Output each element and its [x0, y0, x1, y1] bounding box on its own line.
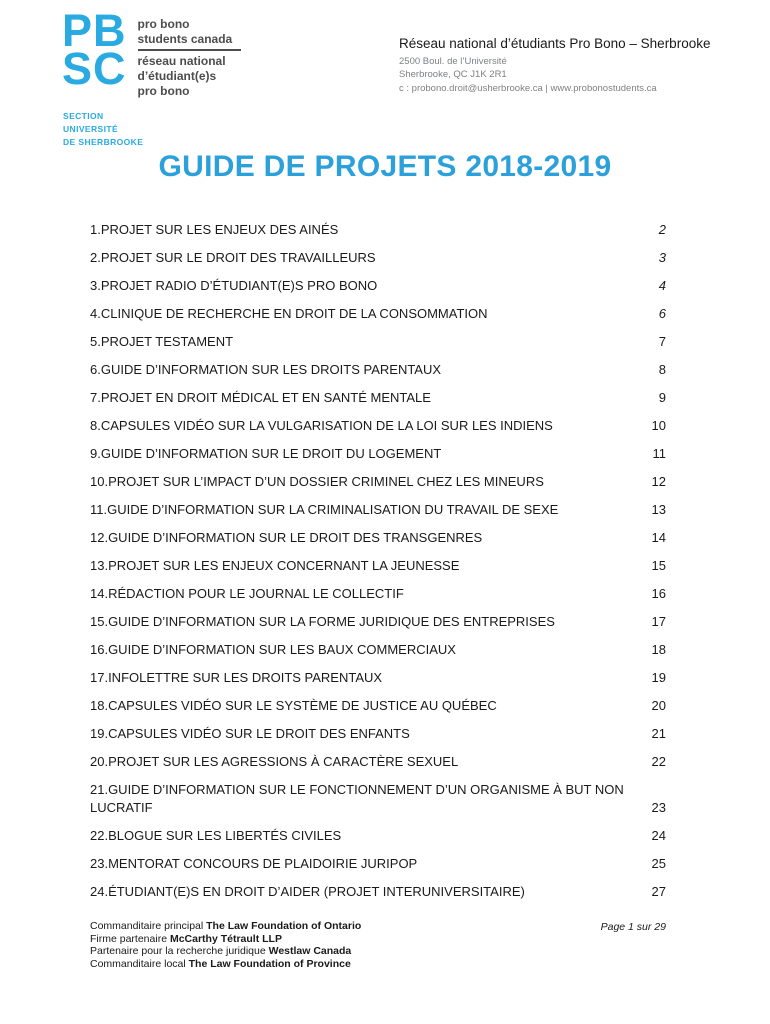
page-number: Page 1 sur 29	[600, 921, 666, 933]
footer-sponsor-role: Commanditaire principal	[90, 920, 207, 932]
toc-entry	[90, 781, 666, 817]
page-footer	[90, 920, 682, 970]
toc-entry	[90, 883, 666, 901]
toc-entry-page: 8	[658, 362, 666, 377]
toc-entry	[90, 333, 666, 351]
toc-entry-label: 14.RÉDACTION POUR LE JOURNAL LE COLLECTIF	[90, 586, 404, 601]
toc-entry	[90, 501, 666, 519]
footer-sponsor-line	[90, 933, 682, 946]
toc-entry-page: 18	[651, 642, 666, 657]
logo-line-fr-1: réseau national	[137, 54, 226, 69]
toc-entry	[90, 585, 666, 603]
toc-entry	[90, 669, 666, 687]
toc-entry	[90, 445, 666, 463]
section-line-2: UNIVERSITÉ	[63, 123, 119, 134]
toc-entry	[90, 557, 666, 575]
toc-entry-page: 7	[658, 334, 666, 349]
address-line-1: 2500 Boul. de l’Université	[399, 56, 507, 67]
toc-entry	[90, 417, 666, 435]
toc-entry-label: 7.PROJET EN DROIT MÉDICAL ET EN SANTÉ MENTALE	[90, 390, 431, 405]
footer-sponsor-name: Westlaw Canada	[268, 945, 352, 957]
page-title: GUIDE DE PROJETS 2018-2019	[158, 150, 612, 183]
footer-sponsor-name: The Law Foundation of Province	[188, 957, 351, 970]
toc-entry-page: 4	[658, 278, 666, 293]
pbsc-logo	[62, 5, 241, 98]
toc-entry-label: 6.GUIDE D’INFORMATION SUR LES DROITS PARENTAUX	[90, 362, 442, 377]
contact-line: c : probono.droit@usherbrooke.ca | www.probonostudents.ca	[399, 82, 657, 94]
toc-entry-label: 9.GUIDE D’INFORMATION SUR LE DROIT DU LOGEMENT	[90, 446, 442, 461]
toc-entry-page: 13	[651, 502, 666, 517]
toc-entry-label: 4.CLINIQUE DE RECHERCHE EN DROIT DE LA CONSOMMATION	[90, 306, 488, 321]
toc-entry-label: 11.GUIDE D’INFORMATION SUR LA CRIMINALISATION DU TRAVAIL DE SEXE	[90, 502, 559, 517]
toc-entry	[90, 855, 666, 873]
footer-sponsor-line	[90, 958, 682, 971]
toc-entry	[90, 725, 666, 743]
toc-entry	[90, 697, 666, 715]
toc-entry	[90, 529, 666, 547]
address-line-2: Sherbrooke, QC J1K 2R1	[399, 69, 507, 81]
toc-entry-page: 11	[652, 446, 666, 461]
logo-letters-bottom: SC	[62, 43, 127, 95]
section-label	[63, 110, 143, 148]
logo-line-fr-2: d’étudiant(e)s	[137, 68, 217, 83]
logo-line-en-1: pro bono	[137, 17, 190, 31]
toc-entry-page: 22	[651, 754, 666, 769]
toc-entry-page: 14	[651, 530, 666, 545]
toc-entry-page: 15	[651, 558, 666, 573]
footer-sponsor-name: The Law Foundation of Ontario	[206, 920, 362, 932]
toc-entry-page: 16	[651, 586, 666, 601]
toc-entry-label: 12.GUIDE D’INFORMATION SUR LE DROIT DES TRANSGENRES	[90, 530, 483, 545]
toc-entry-label: 24.ÉTUDIANT(E)S EN DROIT D’AIDER (PROJET INTERUNIVERSITAIRE)	[90, 884, 525, 899]
toc-entry-label: 19.CAPSULES VIDÉO SUR LE DROIT DES ENFANTS	[90, 726, 410, 741]
toc-entry-page: 10	[651, 418, 666, 433]
toc-entry-page: 20	[651, 698, 666, 713]
toc-entry-page: 12	[651, 474, 666, 489]
toc-entry-page: 9	[658, 390, 666, 405]
toc-entry-label: 15.GUIDE D’INFORMATION SUR LA FORME JURIDIQUE DES ENTREPRISES	[90, 614, 555, 629]
toc-entry-page: 23	[651, 800, 666, 815]
toc-entry-page: 19	[651, 670, 666, 685]
toc-entry-label: 8.CAPSULES VIDÉO SUR LA VULGARISATION DE LA LOI SUR LES INDIENS	[90, 418, 553, 433]
toc-entry-label: 2.PROJET SUR LE DROIT DES TRAVAILLEURS	[90, 250, 376, 265]
toc-entry-label: 22.BLOGUE SUR LES LIBERTÉS CIVILES	[90, 828, 342, 843]
toc-entry-label: 3.PROJET RADIO D’ÉTUDIANT(E)S PRO BONO	[90, 278, 378, 293]
toc-entry-page: 24	[651, 828, 666, 843]
toc-entry	[90, 277, 666, 295]
toc-entry	[90, 753, 666, 771]
toc-entry	[90, 249, 666, 267]
logo-divider	[138, 49, 241, 51]
footer-sponsor-role: Commanditaire local	[90, 957, 189, 970]
letterhead	[399, 36, 754, 95]
footer-sponsors	[90, 920, 682, 970]
logo-line-fr-3: pro bono	[137, 83, 190, 98]
toc-entry	[90, 305, 666, 323]
toc-entry	[90, 473, 666, 491]
toc-entry	[90, 613, 666, 631]
toc-entry-page: 6	[658, 306, 666, 321]
footer-sponsor-line	[90, 945, 682, 958]
org-name: Réseau national d’étudiants Pro Bono – Sherbrooke	[399, 36, 711, 51]
footer-sponsor-line	[90, 920, 682, 933]
footer-sponsor-role: Firme partenaire	[90, 932, 170, 945]
toc-entry-label: 16.GUIDE D’INFORMATION SUR LES BAUX COMMERCIAUX	[90, 642, 456, 657]
toc-entry	[90, 361, 666, 379]
toc-entry-label: 20.PROJET SUR LES AGRESSIONS À CARACTÈRE SEXUEL	[90, 754, 459, 769]
toc-entry-page: 2	[658, 222, 666, 237]
toc-entry-page: 3	[658, 250, 666, 265]
toc-entry-page: 17	[651, 614, 666, 629]
toc-entry	[90, 827, 666, 845]
toc-entry-page: 21	[651, 726, 666, 741]
toc-entry-label: 13.PROJET SUR LES ENJEUX CONCERNANT LA JEUNESSE	[90, 558, 460, 573]
toc-entry-label: 18.CAPSULES VIDÉO SUR LE SYSTÈME DE JUSTICE AU QUÉBEC	[90, 698, 497, 713]
toc-entry-label: 1.PROJET SUR LES ENJEUX DES AINÉS	[90, 222, 339, 237]
toc-entry	[90, 221, 666, 239]
footer-sponsor-name: McCarthy Tétrault LLP	[169, 932, 282, 945]
pbsc-logo-letters	[62, 5, 127, 98]
toc-entry-label: 23.MENTORAT CONCOURS DE PLAIDOIRIE JURIPOP	[90, 856, 418, 871]
logo-letters-top: PB	[62, 5, 127, 56]
toc-entry-page: 25	[651, 856, 666, 871]
toc-entry	[90, 389, 666, 407]
table-of-contents	[90, 221, 666, 911]
toc-entry-label: 10.PROJET SUR L’IMPACT D’UN DOSSIER CRIMINEL CHEZ LES MINEURS	[90, 474, 544, 489]
logo-line-en-2: students canada	[137, 31, 233, 46]
section-line-3: DE SHERBROOKE	[63, 136, 144, 147]
toc-entry-label: 17.INFOLETTRE SUR LES DROITS PARENTAUX	[90, 670, 383, 685]
pbsc-logo-wordmark	[138, 12, 241, 98]
toc-entry-label: 21.GUIDE D’INFORMATION SUR LE FONCTIONNEMENT D’UN ORGANISME À BUT NON LUCRATIF	[90, 782, 624, 815]
toc-entry-label: 5.PROJET TESTAMENT	[90, 334, 234, 349]
toc-entry	[90, 641, 666, 659]
toc-entry-page: 27	[651, 884, 666, 899]
section-line-1: SECTION	[63, 111, 104, 121]
footer-sponsor-role: Partenaire pour la recherche juridique	[90, 945, 269, 957]
